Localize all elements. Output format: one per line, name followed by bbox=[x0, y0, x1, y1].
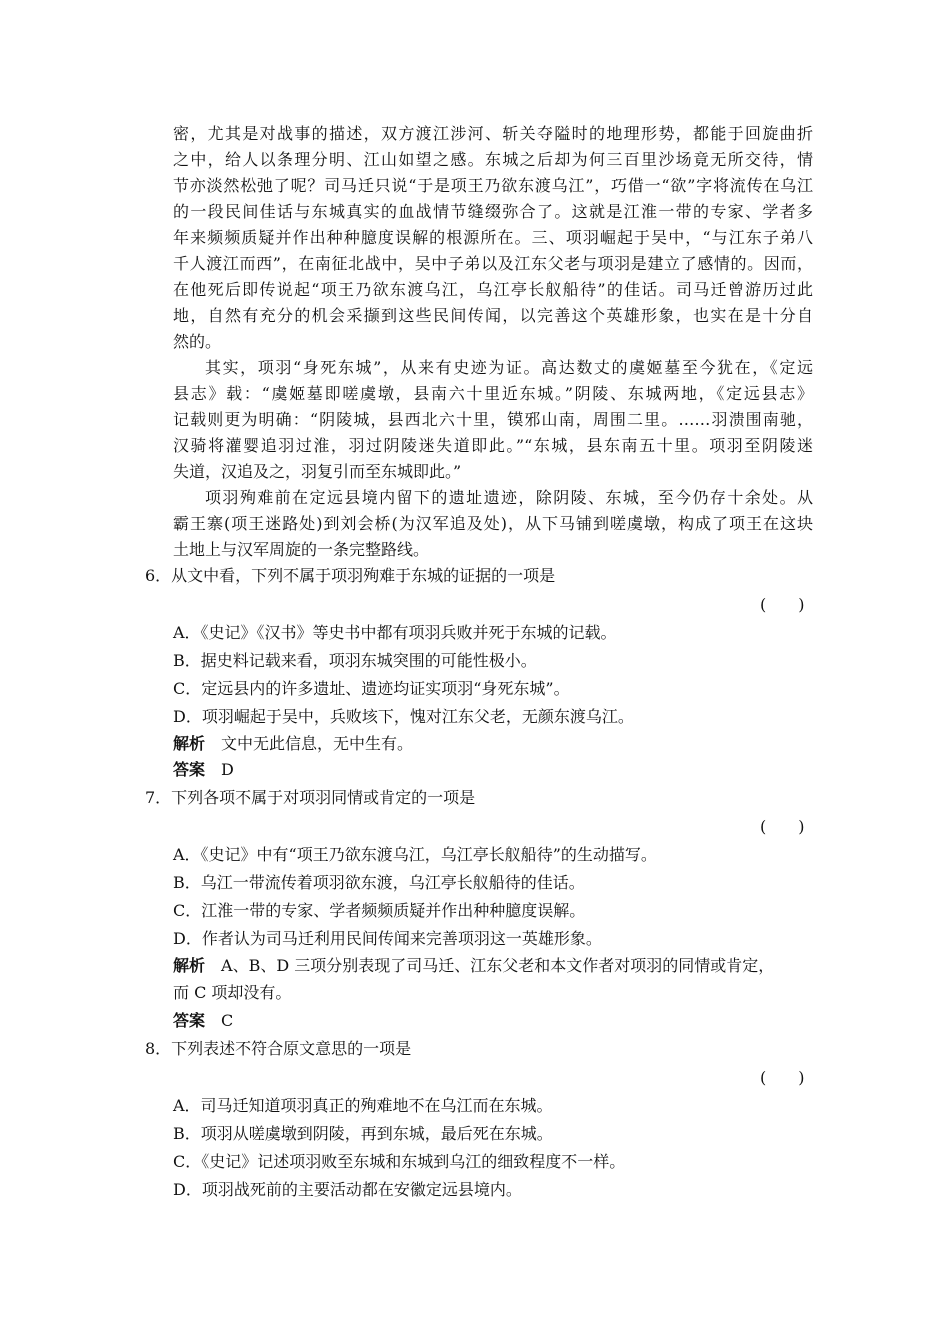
passage-line: 然的。 bbox=[173, 332, 222, 351]
question-stem: 6．从文中看，下列不属于项羽殉难于东城的证据的一项是 bbox=[145, 566, 556, 585]
option-d: D．项羽战死前的主要活动都在安徽定远县境内。 bbox=[173, 1180, 522, 1199]
passage-line: 记载则更为明确：“阴陵城，县西北六十里，镆邪山南，周围二里。……羽溃围南驰， bbox=[173, 410, 813, 429]
passage-line: 项羽殉难前在定远县境内留下的遗址遗迹，除阴陵、东城，至今仍存十余处。从 bbox=[205, 488, 813, 507]
analysis-row bbox=[173, 953, 774, 979]
option-a: A．《史记》《汉书》等史书中都有项羽兵败并死于东城的记载。 bbox=[173, 623, 617, 642]
option-a: A．《史记》中有“项王乃欲东渡乌江，乌江亭长舣船待”的生动描写。 bbox=[173, 845, 657, 864]
answer-row bbox=[173, 1008, 233, 1034]
option-a: A．司马迁知道项羽真正的殉难地不在乌江而在东城。 bbox=[173, 1096, 553, 1115]
passage-line: 其实，项羽“身死东城”，从来有史迹为证。高达数丈的虞姬墓至今犹在，《定远 bbox=[205, 358, 813, 377]
passage-line: 的一段民间佳话与东城真实的血战情节缝缀弥合了。这就是江淮一带的专家、学者多 bbox=[173, 202, 813, 221]
analysis-text: A、B、D 三项分别表现了司马迁、江东父老和本文作者对项羽的同情或肯定， bbox=[221, 956, 775, 975]
passage-line: 汉骑将灌婴追羽过淮，羽过阴陵迷失道即此。”“东城，县东南五十里。项羽至阴陵迷 bbox=[173, 436, 813, 455]
passage-line: 千人渡江而西”，在南征北战中，吴中子弟以及江东父老与项羽是建立了感情的。因而， bbox=[173, 254, 813, 273]
option-b: B．项羽从嗟虞墩到阴陵，再到东城，最后死在东城。 bbox=[173, 1124, 553, 1143]
question-stem: 8．下列表述不符合原文意思的一项是 bbox=[145, 1039, 412, 1058]
passage-line: 年来频频质疑并作出种种臆度误解的根源所在。三、项羽崛起于吴中，“与江东子弟八 bbox=[173, 228, 813, 247]
passage-line: 土地上与汉军周旋的一条完整路线。 bbox=[173, 540, 430, 559]
answer-parenthesis: ( ) bbox=[760, 595, 805, 614]
analysis-text: 文中无此信息，无中生有。 bbox=[221, 734, 414, 753]
option-b: B．据史料记载来看，项羽东城突围的可能性极小。 bbox=[173, 651, 537, 670]
passage-line: 之中，给人以条理分明、江山如望之感。东城之后却为何三百里沙场竟无所交待，情 bbox=[173, 150, 813, 169]
passage-line: 节亦淡然松弛了呢？司马迁只说“于是项王乃欲东渡乌江”，巧借一“欲”字将流传在乌江 bbox=[173, 176, 813, 195]
passage-line: 在他死后即传说起“项王乃欲东渡乌江，乌江亭长舣船待”的佳话。司马迁曾游历过此 bbox=[173, 280, 813, 299]
option-c: C．江淮一带的专家、学者频频质疑并作出种种臆度误解。 bbox=[173, 901, 586, 920]
answer-value: C bbox=[221, 1011, 234, 1030]
option-d: D．项羽崛起于吴中，兵败垓下，愧对江东父老，无颜东渡乌江。 bbox=[173, 707, 634, 726]
analysis-text-continued: 而 C 项却没有。 bbox=[173, 983, 292, 1002]
answer-parenthesis: ( ) bbox=[760, 1068, 805, 1087]
analysis-label: 解析 bbox=[173, 734, 206, 753]
answer-value: D bbox=[221, 760, 234, 779]
answer-parenthesis: ( ) bbox=[760, 817, 805, 836]
option-c: C．《史记》记述项羽败至东城和东城到乌江的细致程度不一样。 bbox=[173, 1152, 626, 1171]
analysis-label: 解析 bbox=[173, 956, 206, 975]
passage-line: 失道，汉追及之，羽复引而至东城即此。” bbox=[173, 462, 462, 481]
passage-line: 地，自然有充分的机会采撷到这些民间传闻，以完善这个英雄形象，也实在是十分自 bbox=[173, 306, 813, 325]
analysis-row bbox=[173, 731, 413, 757]
passage-line: 密，尤其是对战事的描述，双方渡江涉河、斩关夺隘时的地理形势，都能于回旋曲折 bbox=[173, 124, 813, 143]
option-c: C．定远县内的许多遗址、遗迹均证实项羽“身死东城”。 bbox=[173, 679, 570, 698]
answer-row bbox=[173, 757, 234, 783]
passage-line: 霸王寨(项王迷路处)到刘会桥(为汉军追及处)，从下马铺到嗟虞墩，构成了项王在这块 bbox=[173, 514, 813, 533]
passage-line: 县志》载：“虞姬墓即嗟虞墩，县南六十里近东城。”阴陵、东城两地，《定远县志》 bbox=[173, 384, 813, 403]
question-stem: 7．下列各项不属于对项羽同情或肯定的一项是 bbox=[145, 788, 476, 807]
option-b: B．乌江一带流传着项羽欲东渡，乌江亭长舣船待的佳话。 bbox=[173, 873, 585, 892]
answer-label: 答案 bbox=[173, 760, 206, 779]
option-d: D．作者认为司马迁利用民间传闻来完善项羽这一英雄形象。 bbox=[173, 929, 602, 948]
answer-label: 答案 bbox=[173, 1011, 206, 1030]
